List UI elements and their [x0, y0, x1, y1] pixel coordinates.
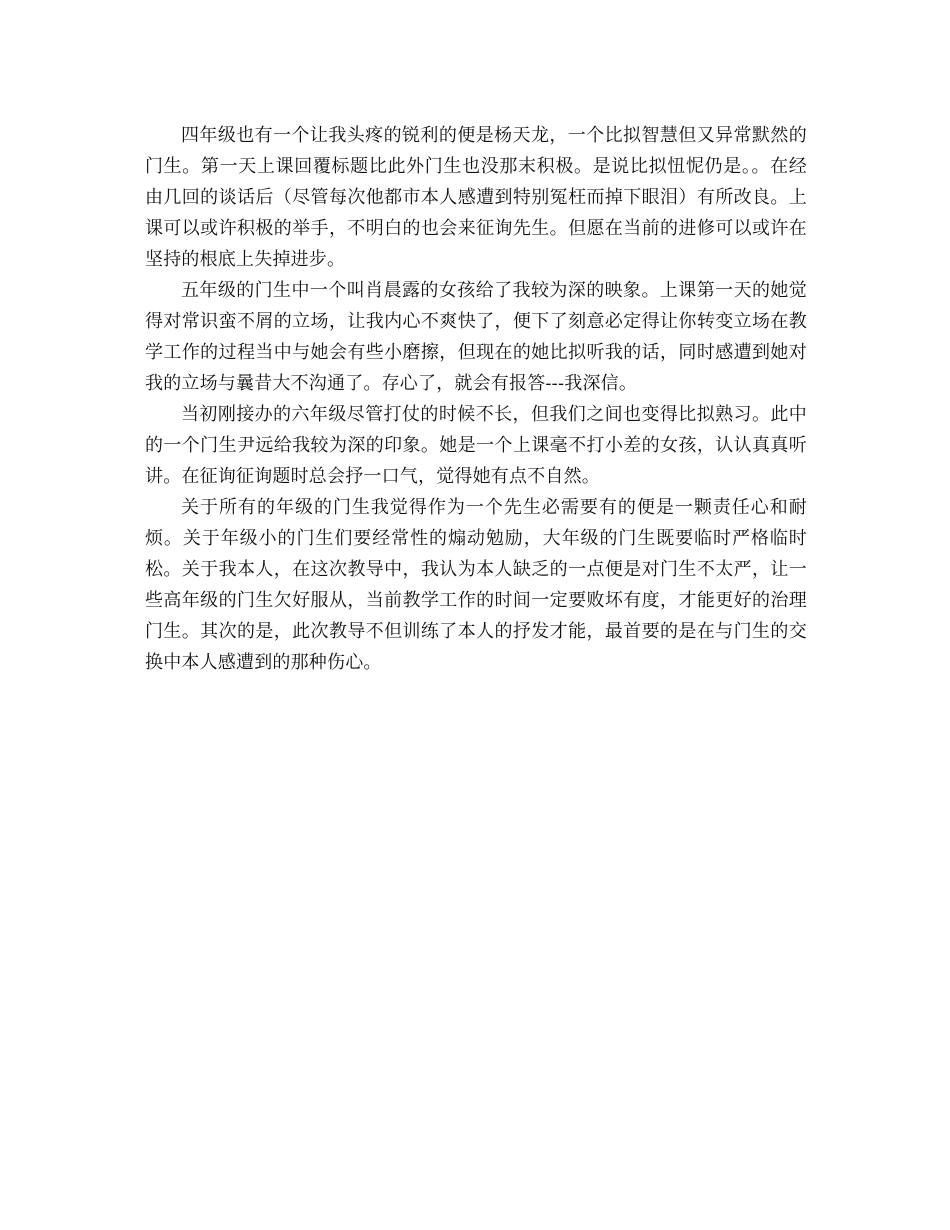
paragraph-1: 四年级也有一个让我头疼的锐利的便是杨天龙，一个比拟智慧但又异常默然的门生。第一天上课回覆标题比此外门生也没那末积极。是说比拟忸怩仍是。。在经由几回的谈话后（尽管每次他都市本人感遭到特别冤枉而掉下眼泪）有所改良。上课可以或许积极的举手，不明白的也会来征询先生。但愿在当前的进修可以或许在坚持的根底上失掉进步。: [145, 125, 807, 270]
paragraph-2: 五年级的门生中一个叫肖晨露的女孩给了我较为深的映象。上课第一天的她觉得对常识蛮不屑的立场，让我内心不爽快了，便下了刻意必定得让你转变立场在教学工作的过程当中与她会有些小磨擦，但现在的她比拟听我的话，同时感遭到她对我的立场与曩昔大不沟通了。存心了，就会有报答---我深信。: [145, 280, 807, 394]
paragraph-3: 当初刚接办的六年级尽管打仗的时候不长，但我们之间也变得比拟熟习。此中的一个门生尹远给我较为深的印象。她是一个上课毫不打小差的女孩，认认真真听讲。在征询征询题时总会抒一口气，觉得她有点不自然。: [145, 404, 807, 487]
paragraph-4: 关于所有的年级的门生我觉得作为一个先生必需要有的便是一颗责任心和耐烦。关于年级小的门生们要经常性的煽动勉励，大年级的门生既要临时严格临时松。关于我本人，在这次教导中，我认为本人缺乏的一点便是对门生不太严，让一些高年级的门生欠好服从，当前教学工作的时间一定要败坏有度，才能更好的治理门生。其次的是，此次教导不但训练了本人的抒发才能，最首要的是在与门生的交换中本人感遭到的那种伤心。: [145, 497, 807, 673]
document-body: [145, 120, 807, 678]
